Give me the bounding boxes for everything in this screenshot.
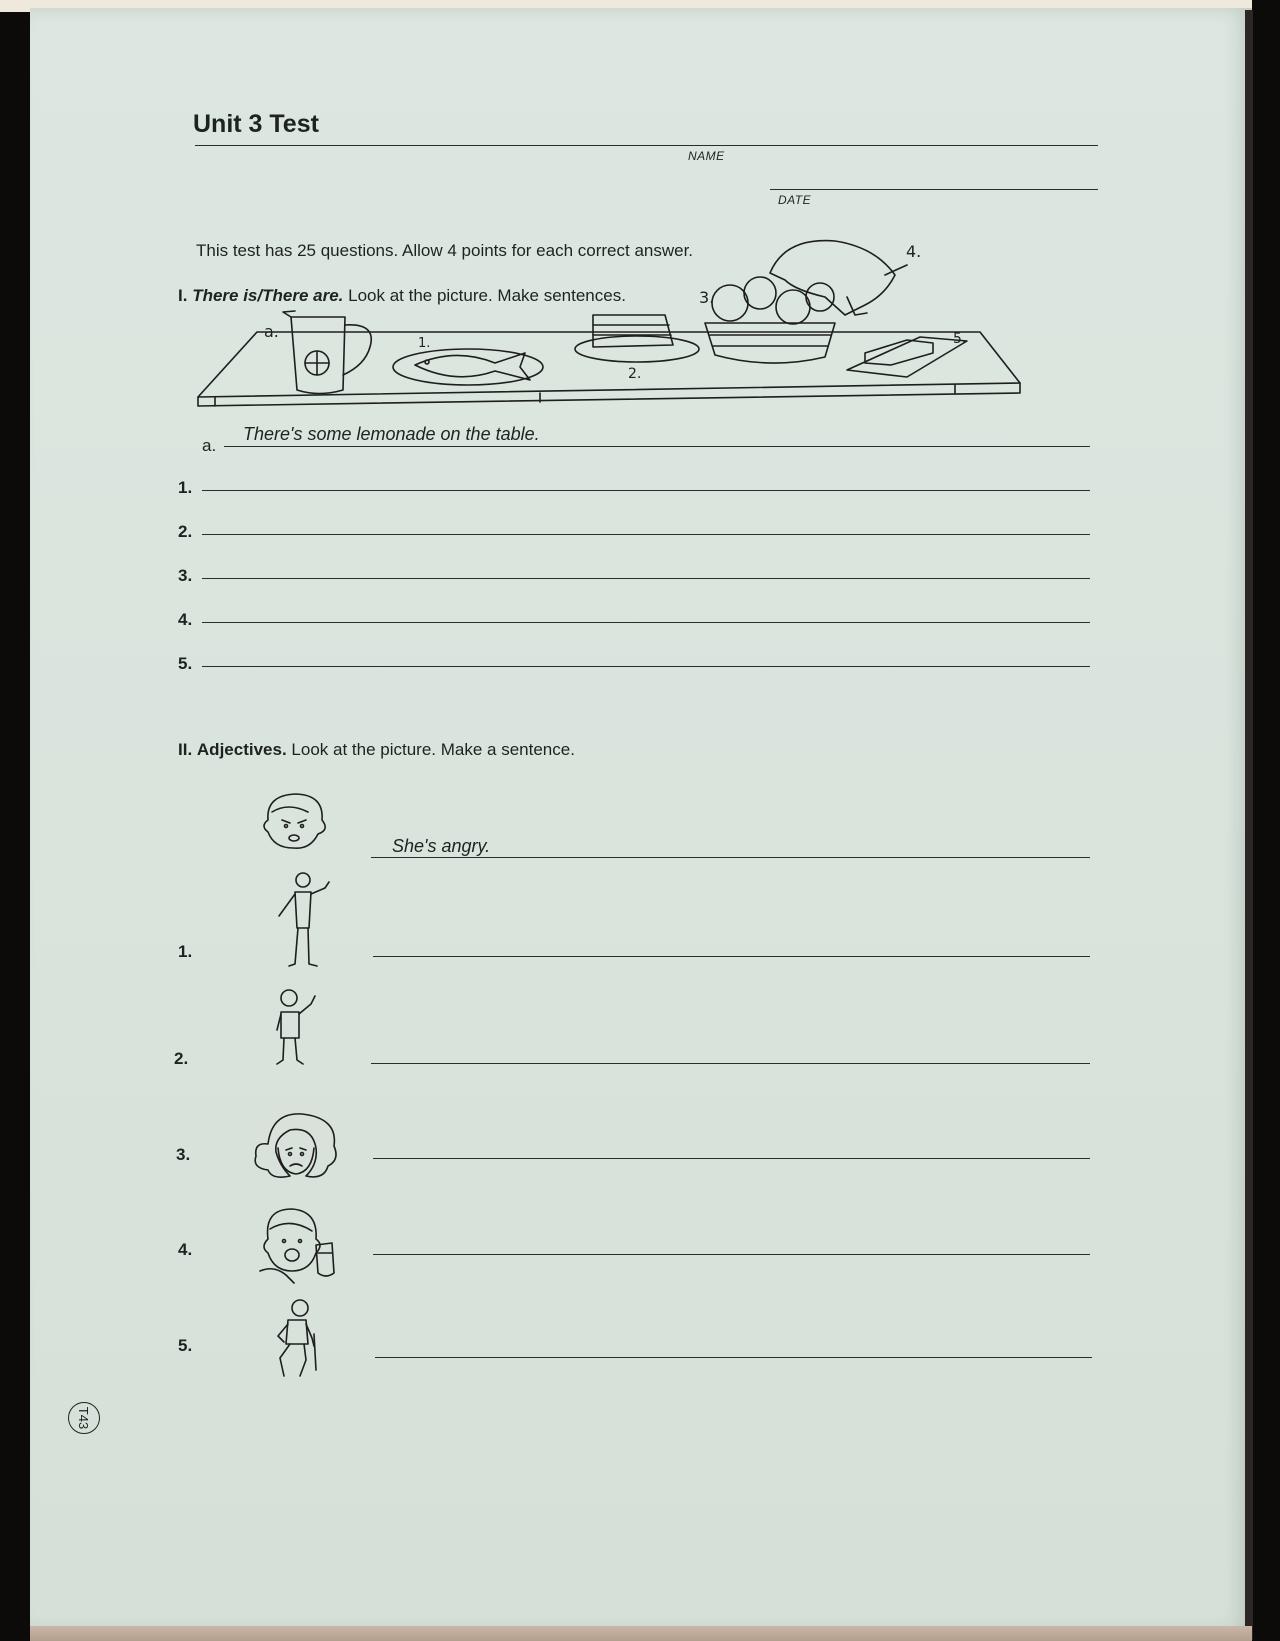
s1-answer-line-4[interactable] xyxy=(202,622,1090,623)
s1-item-number-3: 3. xyxy=(178,566,193,585)
section1-title: There is/There are. xyxy=(192,286,344,305)
s2-answer-line-2[interactable] xyxy=(371,1063,1090,1064)
angry-girl-face-icon xyxy=(258,790,333,852)
picture-label-3: 3. xyxy=(699,288,715,307)
thirsty-woman-icon xyxy=(246,1205,346,1287)
bread-roll xyxy=(712,285,748,321)
test-instructions: This test has 25 questions. Allow 4 points for each correct answer. xyxy=(196,241,694,260)
picture-label-5: 5. xyxy=(953,331,967,347)
example-answer: There's some lemonade on the table. xyxy=(243,424,540,444)
table-food-illustration xyxy=(195,235,1025,410)
picture-label-2: 2. xyxy=(628,366,642,382)
s2-answer-line-5[interactable] xyxy=(375,1357,1092,1358)
name-line[interactable] xyxy=(195,145,1098,146)
s2-answer-line-4[interactable] xyxy=(373,1254,1090,1255)
section1-numeral: I. xyxy=(178,286,188,305)
s2-item-number-3: 3. xyxy=(176,1145,191,1164)
picture-label-4: 4. xyxy=(906,242,922,261)
page-edge xyxy=(1245,10,1253,1640)
section2-example-answer: She's angry. xyxy=(392,836,491,856)
cake-icon xyxy=(593,315,673,347)
page-number-badge: T43 xyxy=(68,1402,100,1434)
name-label: NAME xyxy=(688,149,725,163)
pitcher-spout xyxy=(283,311,295,317)
s2-item-number-1: 1. xyxy=(178,942,193,961)
example-answer-line[interactable] xyxy=(224,446,1090,447)
fish-icon xyxy=(415,353,530,380)
date-label: DATE xyxy=(778,193,812,207)
section2-heading xyxy=(178,740,575,760)
old-man-cane-icon xyxy=(270,1298,330,1380)
butter-icon xyxy=(865,340,933,365)
picture-label-a: a. xyxy=(264,322,279,341)
s1-item-number-2: 2. xyxy=(178,522,193,541)
s1-answer-line-5[interactable] xyxy=(202,666,1090,667)
s2-item-number-4: 4. xyxy=(178,1240,193,1259)
example-label: a. xyxy=(202,436,217,455)
sad-woman-face-icon xyxy=(250,1108,342,1180)
pitcher-icon xyxy=(291,317,345,394)
section2-title: Adjectives. xyxy=(196,740,287,759)
section1-instructions: Look at the picture. Make sentences. xyxy=(348,286,626,305)
short-boy-icon xyxy=(273,986,323,1068)
s1-item-number-5: 5. xyxy=(178,654,193,673)
s2-item-number-2: 2. xyxy=(174,1049,189,1068)
s1-item-number-1: 1. xyxy=(178,478,193,497)
date-line[interactable] xyxy=(770,189,1098,190)
picture-label-1: 1. xyxy=(418,336,431,351)
page-bottom-edge xyxy=(30,1626,1252,1641)
s2-item-number-5: 5. xyxy=(178,1336,193,1355)
s2-answer-line-3[interactable] xyxy=(373,1158,1090,1159)
s1-answer-line-1[interactable] xyxy=(202,490,1090,491)
s1-item-number-4: 4. xyxy=(178,610,193,629)
s1-answer-line-2[interactable] xyxy=(202,534,1090,535)
s1-answer-line-3[interactable] xyxy=(202,578,1090,579)
bird-icon xyxy=(770,241,895,315)
section2-numeral: II. xyxy=(178,740,193,759)
tall-man-icon xyxy=(265,870,335,970)
section2-example-line[interactable] xyxy=(371,857,1090,858)
basket-icon xyxy=(705,323,835,363)
page-title: Unit 3 Test xyxy=(193,110,319,138)
section2-instructions: Look at the picture. Make a sentence. xyxy=(291,740,575,759)
s2-answer-line-1[interactable] xyxy=(373,956,1090,957)
